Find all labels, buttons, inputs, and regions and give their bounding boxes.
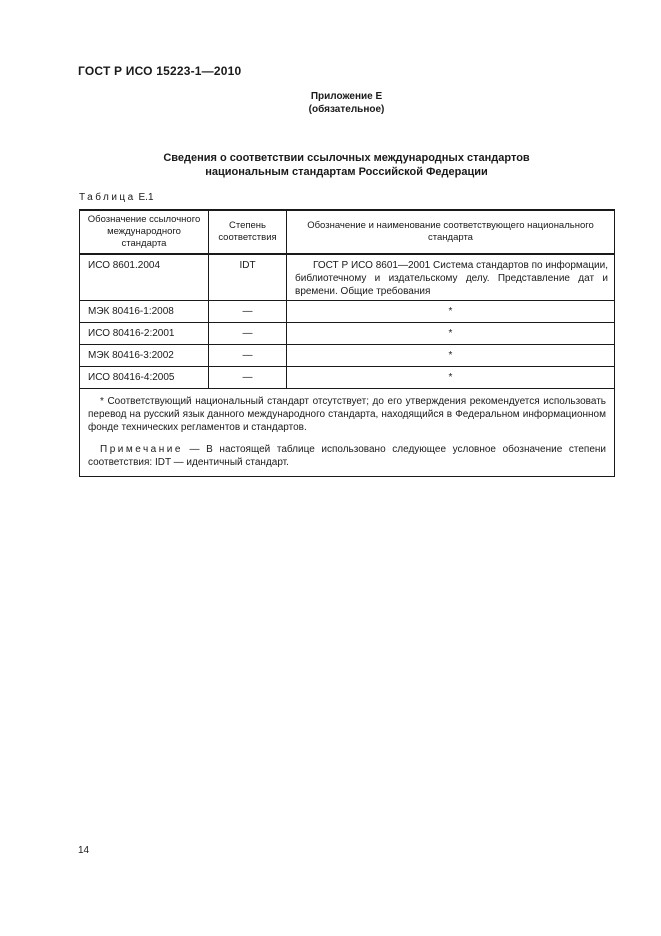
table-note: [88, 443, 606, 469]
col-header-national-standard: Обозначение и наименование соответствующего национального стандарта: [287, 210, 615, 254]
cell-degree: —: [209, 301, 287, 323]
section-title-line2: национальным стандартам Российской Федерации: [205, 166, 488, 178]
cell-standard: МЭК 80416-1:2008: [80, 301, 209, 323]
cell-national: ГОСТ Р ИСО 8601—2001 Система стандартов по информации, библиотечному и издательскому делу. Представление дат и времени. Общие требования: [287, 254, 615, 301]
table-header-row: [80, 210, 615, 254]
table-footnote: * Соответствующий национальный стандарт отсутствует; до его утверждения рекомендуется использовать перевод на русский язык данного международного стандарта, находящийся в Федеральном информационном фонде технических регламентов и стандартов.: [88, 396, 606, 433]
table-caption: [79, 192, 154, 203]
cell-degree: IDT: [209, 254, 287, 301]
cell-national: *: [287, 301, 615, 323]
table-note-label: Примечание: [100, 444, 183, 455]
table-row: [80, 301, 615, 323]
annex-heading: [79, 90, 614, 116]
cell-national: *: [287, 367, 615, 389]
table-row: [80, 323, 615, 345]
page-number: 14: [78, 845, 90, 856]
annex-title: Приложение Е: [310, 91, 383, 102]
table-caption-number: Е.1: [138, 192, 154, 203]
table-note-text: — В настоящей таблице использовано следующее условное обозначение степени соответствия: IDT — идентичный стандарт.: [88, 444, 606, 468]
table-row: [80, 345, 615, 367]
cell-standard: ИСО 80416-2:2001: [80, 323, 209, 345]
cell-national: *: [287, 345, 615, 367]
table-caption-word: Таблица: [79, 192, 136, 203]
annex-subtitle: (обязательное): [308, 104, 385, 115]
section-title-line1: Сведения о соответствии ссылочных международных стандартов: [163, 152, 530, 164]
cell-degree: —: [209, 345, 287, 367]
cell-degree: —: [209, 367, 287, 389]
cell-degree: —: [209, 323, 287, 345]
cell-standard: ИСО 8601.2004: [80, 254, 209, 301]
correspondence-table: [79, 209, 615, 477]
cell-standard: МЭК 80416-3:2002: [80, 345, 209, 367]
col-header-degree: Степень соответствия: [209, 210, 287, 254]
section-title: [79, 151, 614, 179]
col-header-reference-standard: Обозначение ссылочного международного стандарта: [80, 210, 209, 254]
table-notes-row: [80, 389, 615, 477]
correspondence-table-wrapper: [79, 209, 615, 477]
cell-national: *: [287, 323, 615, 345]
table-notes-cell: [80, 389, 615, 477]
table-row: [80, 254, 615, 301]
document-number: ГОСТ Р ИСО 15223-1—2010: [78, 64, 242, 78]
cell-standard: ИСО 80416-4:2005: [80, 367, 209, 389]
table-row: [80, 367, 615, 389]
